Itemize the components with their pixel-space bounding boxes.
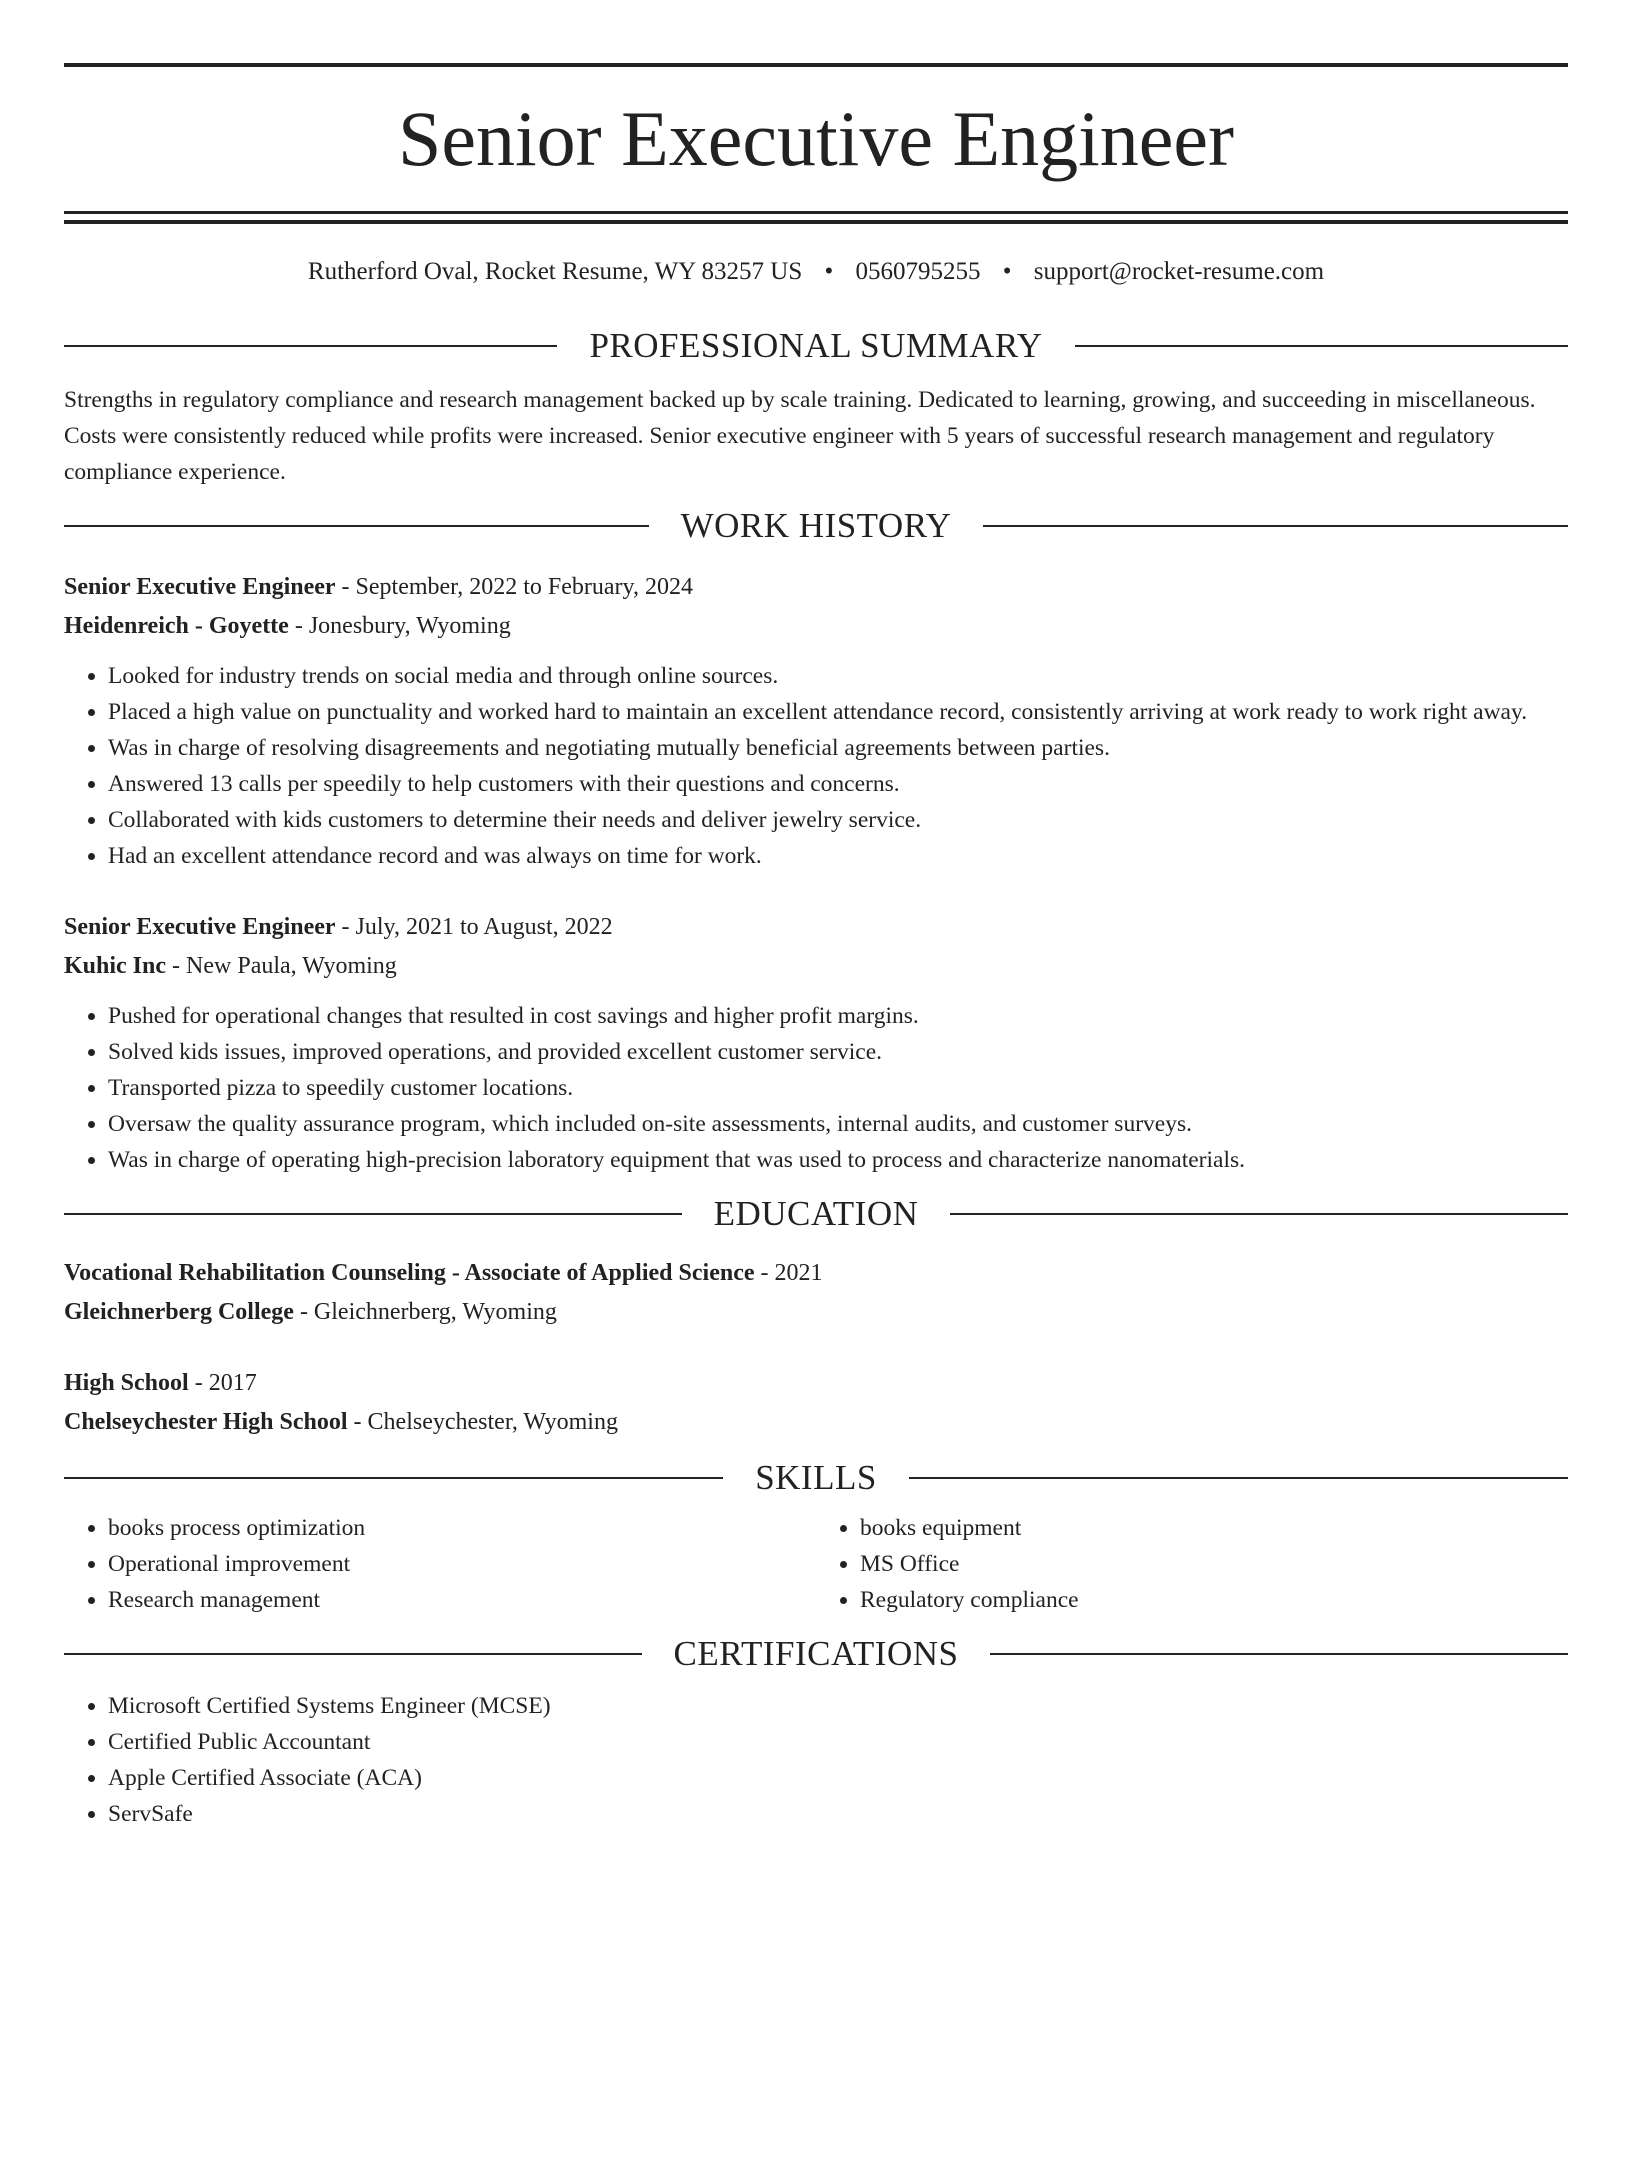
school-location: - Gleichnerberg, Wyoming	[293, 1299, 557, 1325]
certification-item: • Microsoft Certified Systems Engineer (MCSE)	[108, 1688, 1568, 1724]
certification-item: • Apple Certified Associate (ACA)	[108, 1760, 1568, 1796]
contact-phone: 0560795255	[855, 258, 981, 285]
skill-item: • books equipment	[860, 1510, 1568, 1546]
skill-item: • Regulatory compliance	[860, 1582, 1568, 1618]
job-bullet: • Looked for industry trends on social media and through online sources.	[108, 658, 1568, 694]
section-title-certifications: CERTIFICATIONS	[673, 1634, 959, 1673]
job-bullet: • Placed a high value on punctuality and worked hard to maintain an excellent attendance record, consistently arriving at work ready to work right away.	[108, 694, 1568, 730]
section-title-work: WORK HISTORY	[680, 506, 952, 545]
skills-column-right	[816, 1510, 1568, 1618]
section-heading-work	[64, 504, 1568, 548]
skill-item: • books process optimization	[108, 1510, 816, 1546]
section-title-summary: PROFESSIONAL SUMMARY	[589, 326, 1043, 365]
school-location: - Chelseychester, Wyoming	[347, 1409, 618, 1435]
section-title-education: EDUCATION	[713, 1194, 919, 1233]
job-dates: - September, 2022 to February, 2024	[335, 574, 693, 600]
contact-separator: •	[1002, 258, 1012, 285]
heading-rule-right	[990, 1653, 1568, 1655]
heading-rule-right	[909, 1477, 1568, 1479]
job-entry	[64, 568, 1568, 874]
heading-rule-right	[983, 525, 1568, 527]
skills-grid	[64, 1510, 1568, 1618]
heading-rule-left	[64, 1653, 642, 1655]
job-bullet: • Pushed for operational changes that resulted in cost savings and higher profit margins.	[108, 998, 1568, 1034]
job-bullet: • Oversaw the quality assurance program, which included on-site assessments, internal audits, and customer surveys.	[108, 1106, 1568, 1142]
heading-rule-left	[64, 525, 649, 527]
school-name: Chelseychester High School	[64, 1409, 348, 1435]
section-heading-education	[64, 1192, 1568, 1236]
job-bullets	[64, 998, 1568, 1178]
skills-column-left	[64, 1510, 816, 1618]
heading-rule-left	[64, 345, 557, 347]
header-double-rule	[64, 211, 1568, 224]
contact-address: Rutherford Oval, Rocket Resume, WY 83257 US	[307, 258, 803, 285]
section-heading-summary	[64, 324, 1568, 368]
certifications-list	[64, 1688, 1568, 1832]
contact-email: support@rocket-resume.com	[1033, 258, 1325, 285]
heading-rule-right	[1075, 345, 1568, 347]
certification-item: • Certified Public Accountant	[108, 1724, 1568, 1760]
header-top-rule	[64, 63, 1568, 67]
certification-item: • ServSafe	[108, 1796, 1568, 1832]
job-title: Senior Executive Engineer	[64, 914, 336, 940]
school-line	[64, 1293, 1568, 1332]
job-title-line	[64, 908, 1568, 947]
skill-item: • Research management	[108, 1582, 816, 1618]
degree: High School	[64, 1370, 189, 1396]
job-bullet: • Was in charge of resolving disagreements and negotiating mutually beneficial agreements between parties.	[108, 730, 1568, 766]
job-bullet: • Answered 13 calls per speedily to help customers with their questions and concerns.	[108, 766, 1568, 802]
job-location: - Jonesbury, Wyoming	[288, 613, 511, 639]
resume-name: Senior Executive Engineer	[397, 95, 1235, 182]
degree-year: - 2021	[754, 1260, 823, 1286]
job-bullets	[64, 658, 1568, 874]
skill-item: • MS Office	[860, 1546, 1568, 1582]
degree-line	[64, 1254, 1568, 1293]
degree: Vocational Rehabilitation Counseling - Associate of Applied Science	[64, 1260, 755, 1286]
skill-item: • Operational improvement	[108, 1546, 816, 1582]
job-company: Kuhic Inc	[64, 953, 167, 979]
section-heading-skills	[64, 1456, 1568, 1500]
job-bullet: • Collaborated with kids customers to determine their needs and deliver jewelry service.	[108, 802, 1568, 838]
job-company: Heidenreich - Goyette	[64, 613, 289, 639]
job-title: Senior Executive Engineer	[64, 574, 336, 600]
heading-rule-left	[64, 1477, 723, 1479]
job-bullet: • Solved kids issues, improved operations, and provided excellent customer service.	[108, 1034, 1568, 1070]
section-title-skills: SKILLS	[755, 1458, 877, 1497]
contact-line	[64, 256, 1568, 288]
degree-line	[64, 1364, 1568, 1403]
education-entry	[64, 1364, 1568, 1442]
contact-separator: •	[824, 258, 834, 285]
section-heading-certifications	[64, 1632, 1568, 1676]
school-line	[64, 1403, 1568, 1442]
job-location: - New Paula, Wyoming	[166, 953, 397, 979]
job-company-line	[64, 607, 1568, 646]
job-bullet: • Transported pizza to speedily customer locations.	[108, 1070, 1568, 1106]
education-entry	[64, 1254, 1568, 1332]
heading-rule-right	[950, 1213, 1568, 1215]
job-title-line	[64, 568, 1568, 607]
degree-year: - 2017	[188, 1370, 257, 1396]
job-dates: - July, 2021 to August, 2022	[335, 914, 613, 940]
job-company-line	[64, 947, 1568, 986]
resume-page	[0, 63, 1632, 2175]
job-bullet: • Had an excellent attendance record and was always on time for work.	[108, 838, 1568, 874]
school-name: Gleichnerberg College	[64, 1299, 294, 1325]
job-bullet: • Was in charge of operating high-precision laboratory equipment that was used to process and characterize nanomaterials.	[108, 1142, 1568, 1178]
summary-text: Strengths in regulatory compliance and research management backed up by scale training. Dedicated to learning, growing, and succeeding in miscellaneous. Costs were consistently reduced while profits were increased. Senior executive engineer with 5 years of successful research management and regulatory compliance experience.	[64, 387, 1536, 485]
job-entry	[64, 908, 1568, 1178]
heading-rule-left	[64, 1213, 682, 1215]
